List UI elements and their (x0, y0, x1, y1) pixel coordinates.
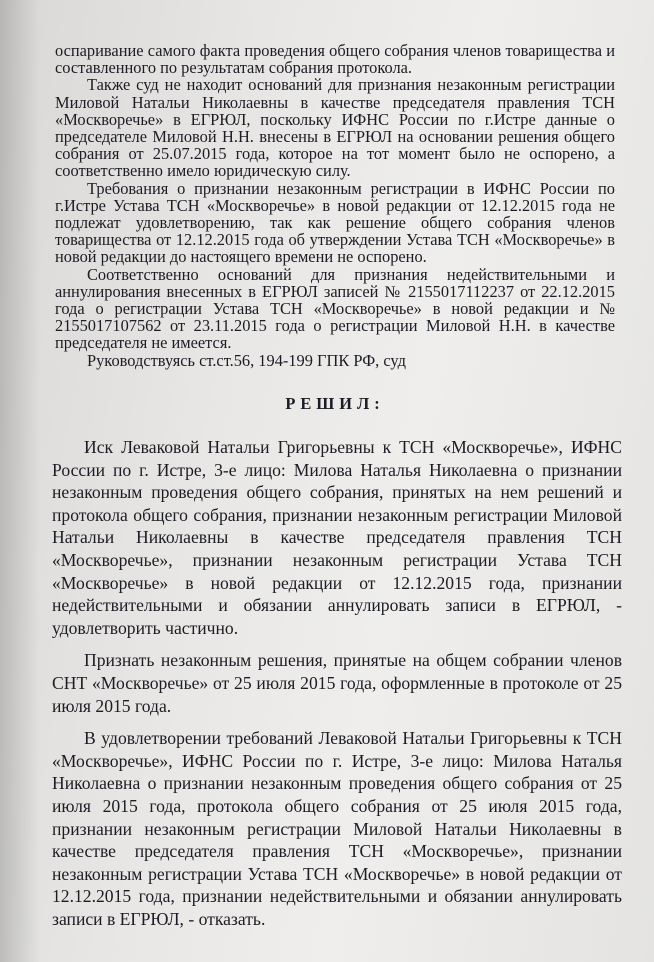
decision-paragraph-recognize: Признать незаконным решения, принятые на общем собрании членов СНТ «Москворечье» от 25 июля 2015 года, оформленные в протоколе от 25 июля 2015 года. (52, 650, 622, 716)
decision-paragraph-claim: Иск Леваковой Натальи Григорьевны к ТСН «Москворечье», ИФНС России по г. Истре, 3-е лицо: Милова Наталья Николаевна о признании незаконным проведения общего собрания, принятых на нем решений и протокола общего собрания, признании незаконным регистрации Миловой Натальи Николаевны в качестве председателя правления ТСН «Москворечье», признании незаконным регистрации Устава ТСН «Москворечье» в новой редакции от 12.12.2015 года, признании недействительными и обязании аннулировать записи в ЕГРЮЛ, - удовлетворить частично. (52, 437, 622, 638)
paragraph-charter-registration: Требования о признании незаконным регистрации в ИФНС России по г.Истре Устава ТСН «Москворечье» в новой редакции от 12.12.2015 года не подлежат удовлетворению, так как решение общего собрания членов товарищества от 12.12.2015 года об утверждении Устава ТСН «Москворечье» в новой редакции до настоящего времени не оспорено. (55, 178, 615, 267)
decision-section (52, 436, 622, 930)
document-body (52, 41, 622, 941)
page-shadow (0, 0, 40, 962)
paragraph-registration-chair: Также суд не находит оснований для признания незаконным регистрации Миловой Натальи Николаевны в качестве председателя правления ТСН «Москворечье» в ЕГРЮЛ, поскольку ИФНС России по г.Истре данные о председателе Миловой Н.Н. внесены в ЕГРЮЛ на основании решения общего собрания от 25.07.2015 года, которое на тот момент было не оспорено, а соответственно имело юридическую силу. (55, 75, 615, 181)
paragraph-guided-by: Руководствуясь ст.ст.56, 194-199 ГПК РФ, суд (87, 350, 406, 370)
paragraph-continuation: оспаривание самого факта проведения общего собрания членов товарищества и составленного по результатам собрания протокола. (55, 41, 615, 78)
paragraph-egrul-records: Соответственно оснований для признания недействительными и аннулирования внесенных в ЕГРЮЛ записей № 2155017112237 от 22.12.2015 года о регистрации Устава ТСН «Москворечье» в новой редакции и № 2155017107562 от 23.11.2015 года о регистрации Миловой Н.Н. в качестве председателя не имеется. (55, 264, 615, 353)
decision-paragraph-refuse: В удовлетворении требований Леваковой Натальи Григорьевны к ТСН «Москворечье», ИФНС России по г. Истре, 3-е лицо: Милова Наталья Николаевна о признании незаконным проведения общего собрания от 25 июля 2015 года, протокола общего собрания от 25 июля 2015 года, признании незаконным регистрации Миловой Натальи Николаевны в качестве председателя правления ТСН «Москворечье», признании незаконным регистрации Устава ТСН «Москворечье» в новой редакции от 12.12.2015 года, признании недействительными и обязании аннулировать записи в ЕГРЮЛ, - отказать. (52, 728, 622, 929)
decision-heading: РЕШИЛ: (285, 393, 385, 413)
